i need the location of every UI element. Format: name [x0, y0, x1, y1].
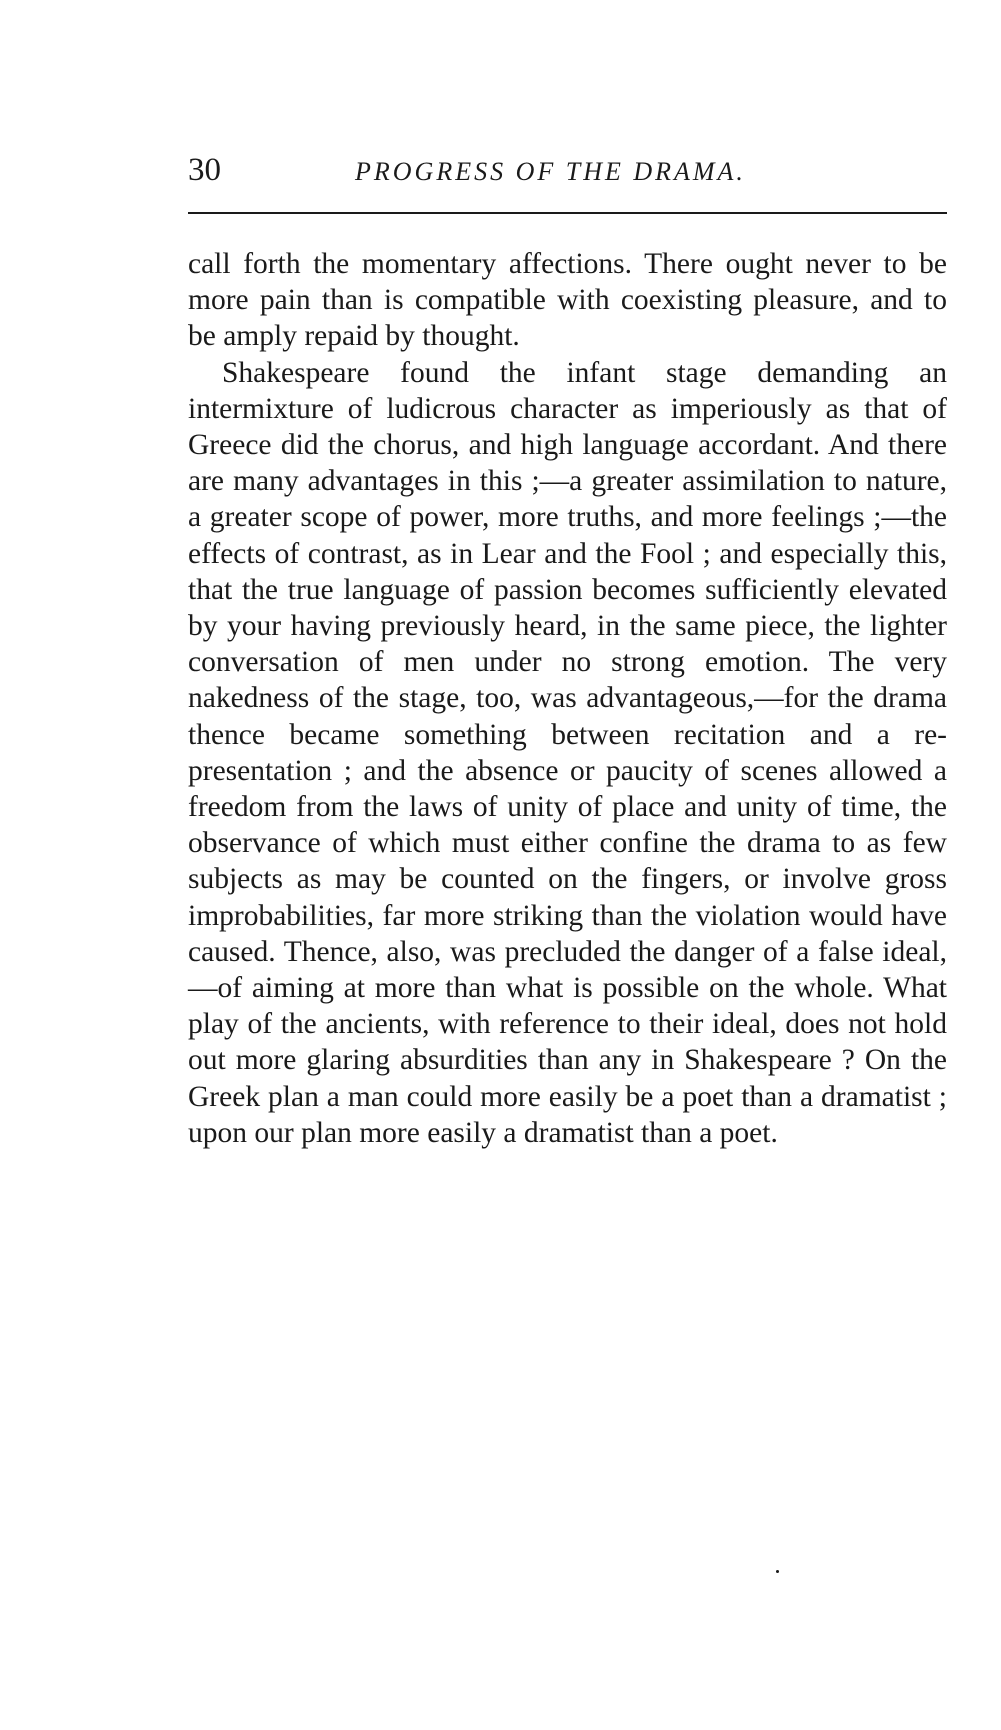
- paragraph-shakespeare: Shakespeare found the infant stage demanding an intermixture of ludicrous character as imperiously as that of Greece did the chorus, and high language accordant. And there are many advantages in this ;—a greater assimilation to nature, a greater scope of power, more truths, and more feelings ;—the effects of contrast, as in Lear and the Fool ; and especially this, that the true language of passion becomes sufficiently elevated by your having previously heard, in the same piece, the lighter conversation of men under no strong emotion. The very nakedness of the stage, too, was advantageous,—for the drama thence became something between recitation and a representation ; and the absence or paucity of scenes allowed a freedom from the laws of unity of place and unity of time, the observance of which must either confine the drama to as few subjects as may be counted on the fingers, or involve gross improbabilities, far more striking than the violation would have caused. Thence, also, was precluded the danger of a false ideal,—of aiming at more than what is possible on the whole. What play of the ancients, with reference to their ideal, does not hold out more glaring absurdities than any in Shakespeare ? On the Greek plan a man could more easily be a poet than a dramatist ; upon our plan more easily a dramatist than a poet.: [188, 356, 947, 1149]
- running-title: PROGRESS OF THE DRAMA.: [355, 157, 746, 186]
- stray-ink-mark: [776, 1570, 779, 1573]
- page-number: 30: [188, 152, 221, 188]
- paragraph-continuation: call forth the momentary affections. There ought never to be more pain than is compatible with coexisting pleasure, and to be amply repaid by thought.: [188, 248, 947, 353]
- body-text: [188, 246, 947, 1151]
- header-rule: [188, 212, 947, 214]
